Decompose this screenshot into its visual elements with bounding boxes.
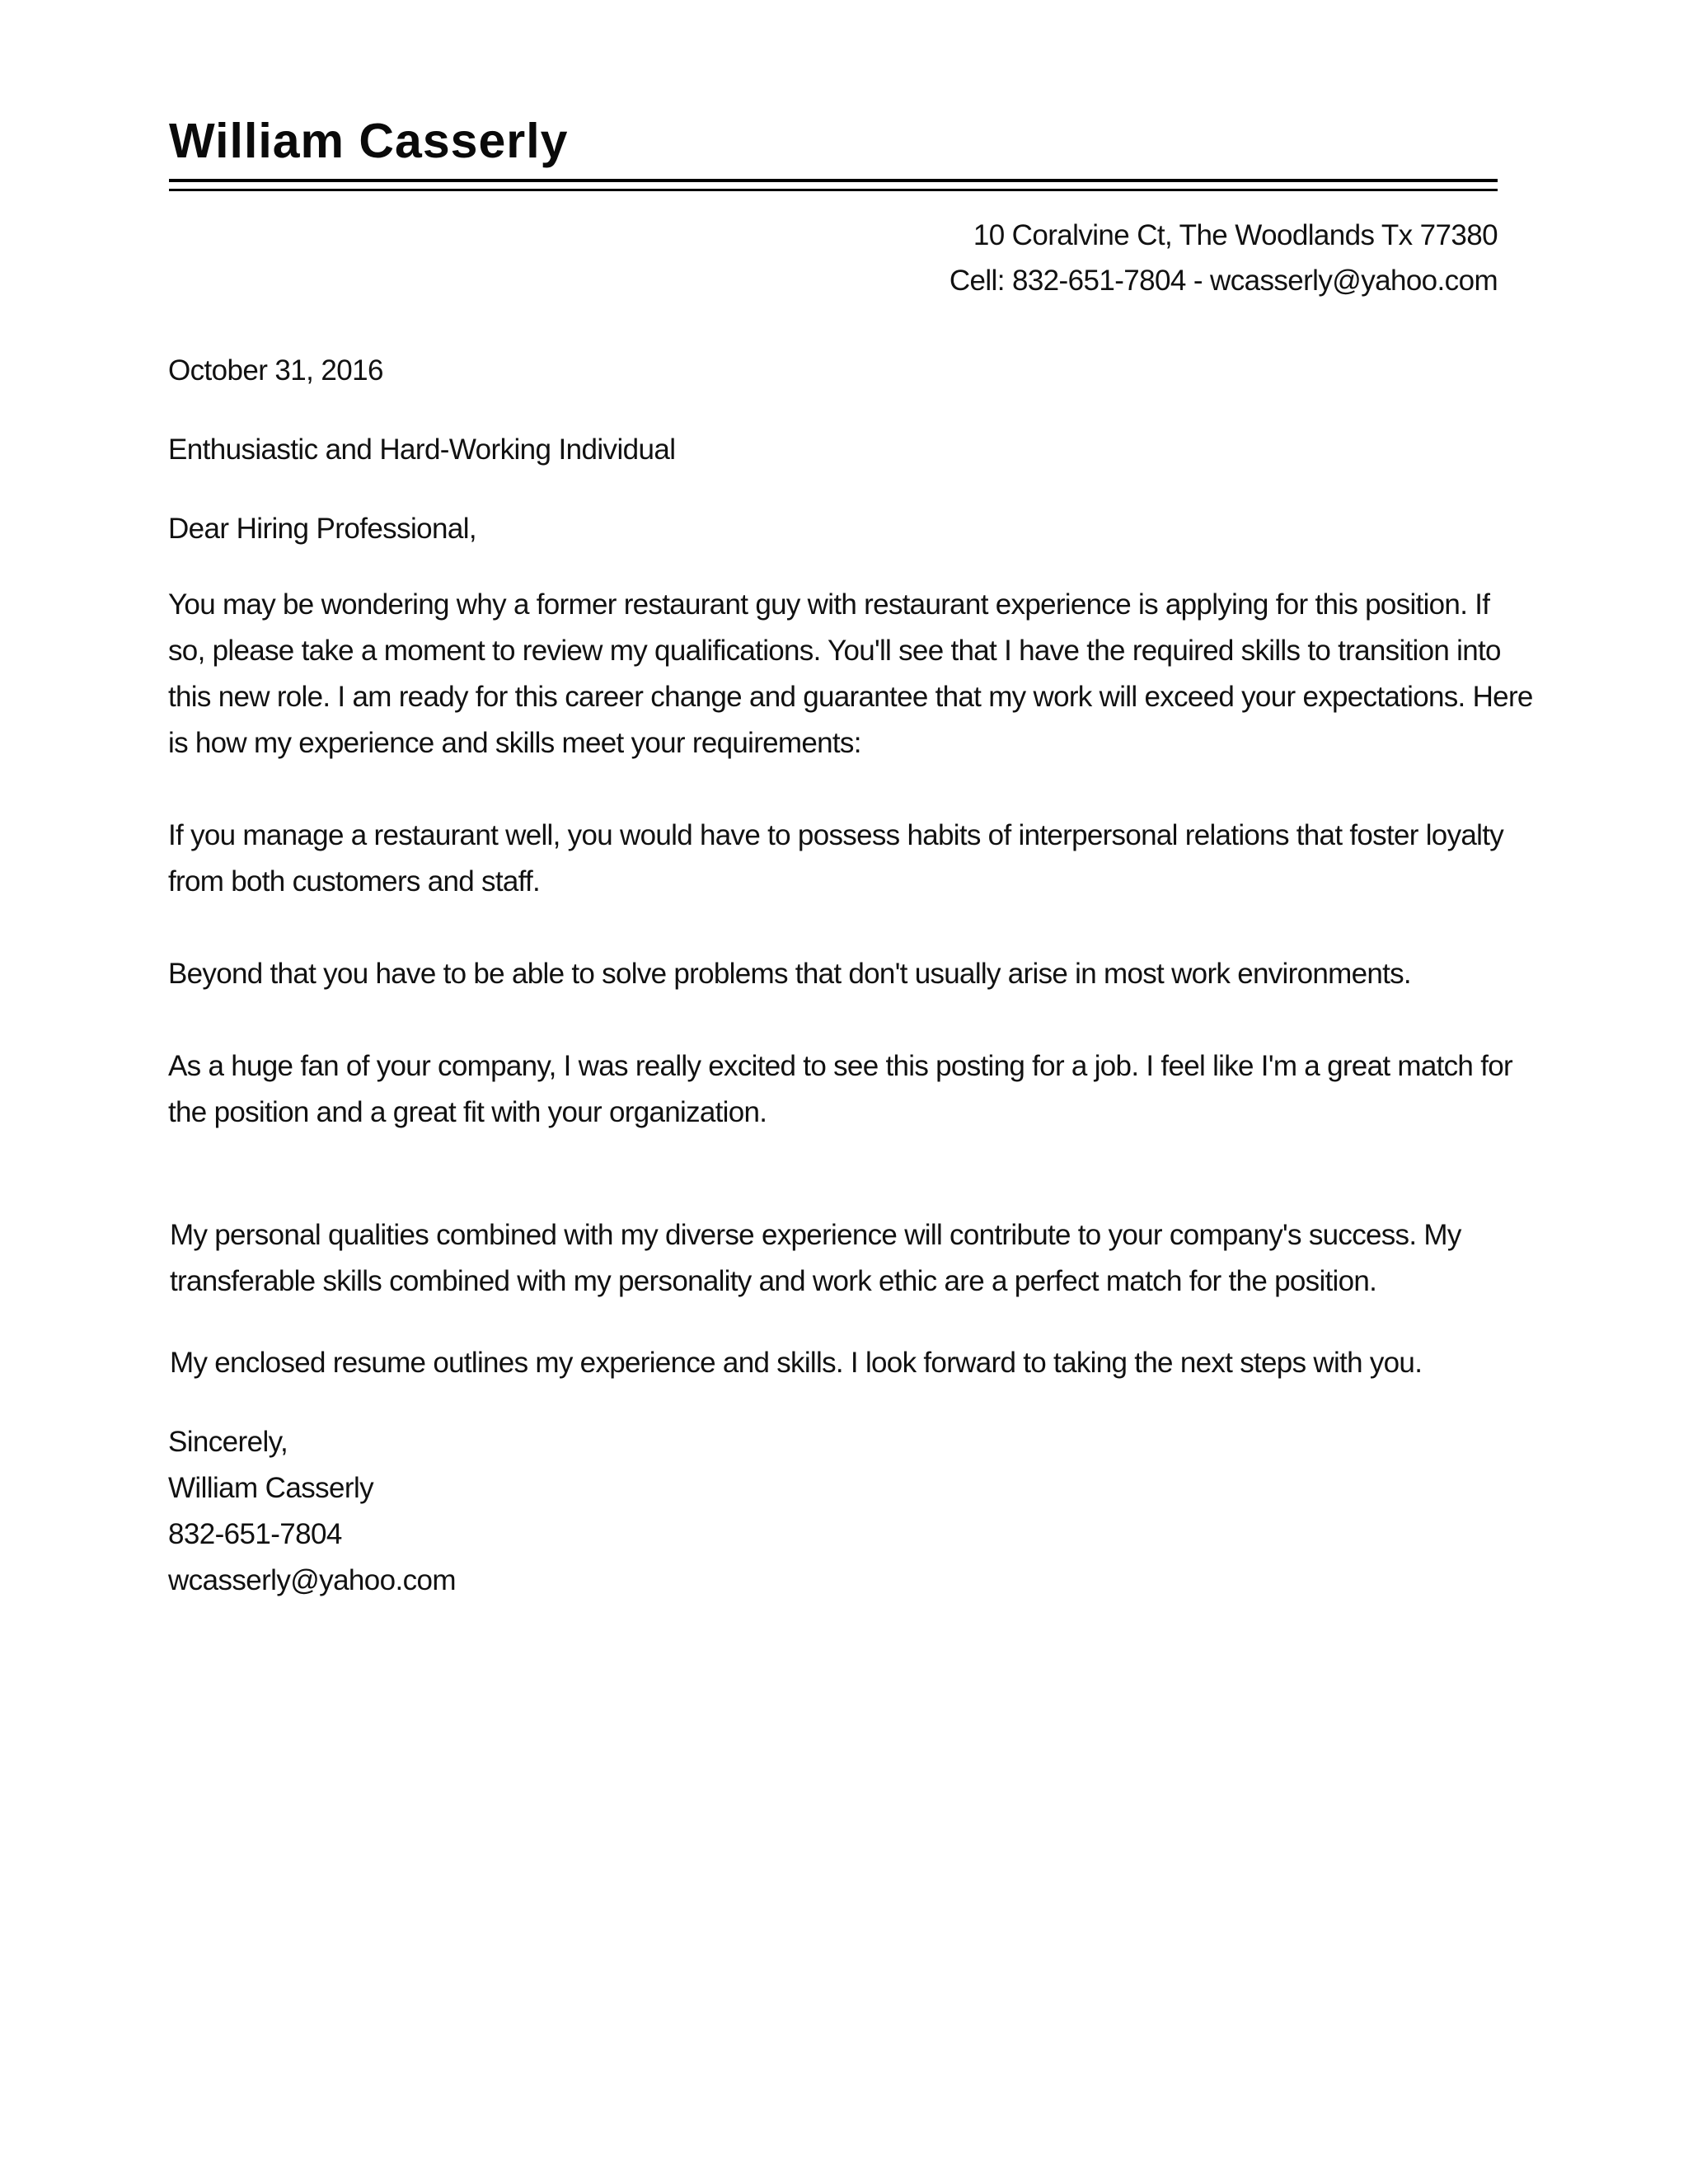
signature-block — [168, 1419, 456, 1604]
closing: Sincerely, — [168, 1426, 288, 1458]
header-rule-thick — [169, 179, 1498, 182]
signature-name: William Casserly — [168, 1472, 374, 1504]
paragraph-line: the position and a great fit with your organization. — [168, 1096, 767, 1128]
letter-subject: Enthusiastic and Hard-Working Individual — [168, 434, 676, 466]
paragraph-line: My enclosed resume outlines my experience and skills. I look forward to taking the next steps with you. — [170, 1347, 1423, 1379]
body-paragraph-6 — [170, 1340, 1505, 1386]
contact-block — [950, 213, 1498, 303]
body-paragraph-3 — [168, 951, 1503, 997]
address-line: 10 Coralvine Ct, The Woodlands Tx 77380 — [973, 219, 1498, 251]
signature-email: wcasserly@yahoo.com — [168, 1564, 456, 1596]
salutation: Dear Hiring Professional, — [168, 513, 477, 545]
letter-date: October 31, 2016 — [168, 354, 383, 387]
paragraph-line: transferable skills combined with my personality and work ethic are a perfect match for the position. — [170, 1265, 1377, 1297]
body-paragraph-4 — [168, 1043, 1512, 1136]
paragraph-line: is how my experience and skills meet your requirements: — [168, 727, 861, 759]
body-paragraph-1 — [168, 582, 1533, 766]
phone-email-line: Cell: 832-651-7804 - wcasserly@yahoo.com — [949, 265, 1498, 297]
signature-phone: 832-651-7804 — [168, 1518, 342, 1550]
paragraph-line: from both customers and staff. — [168, 865, 541, 898]
paragraph-line: If you manage a restaurant well, you would have to possess habits of interpersonal relations that foster loyalty — [168, 819, 1504, 851]
paragraph-line: so, please take a moment to review my qualifications. You'll see that I have the required skills to transition into — [168, 635, 1501, 667]
body-paragraph-2 — [168, 813, 1503, 905]
paragraph-line: My personal qualities combined with my diverse experience will contribute to your company's success. My — [170, 1219, 1461, 1251]
paragraph-line: Beyond that you have to be able to solve problems that don't usually arise in most work environments. — [168, 958, 1411, 990]
paragraph-line: this new role. I am ready for this career change and guarantee that my work will exceed your expectations. Here — [168, 681, 1533, 713]
header-rule-thin — [169, 189, 1498, 191]
paragraph-line: You may be wondering why a former restaurant guy with restaurant experience is applying for this position. If — [168, 588, 1490, 621]
paragraph-line: As a huge fan of your company, I was really excited to see this posting for a job. I feel like I'm a great match for — [168, 1050, 1512, 1082]
applicant-name: William Casserly — [169, 114, 569, 168]
body-paragraph-5 — [170, 1212, 1505, 1305]
